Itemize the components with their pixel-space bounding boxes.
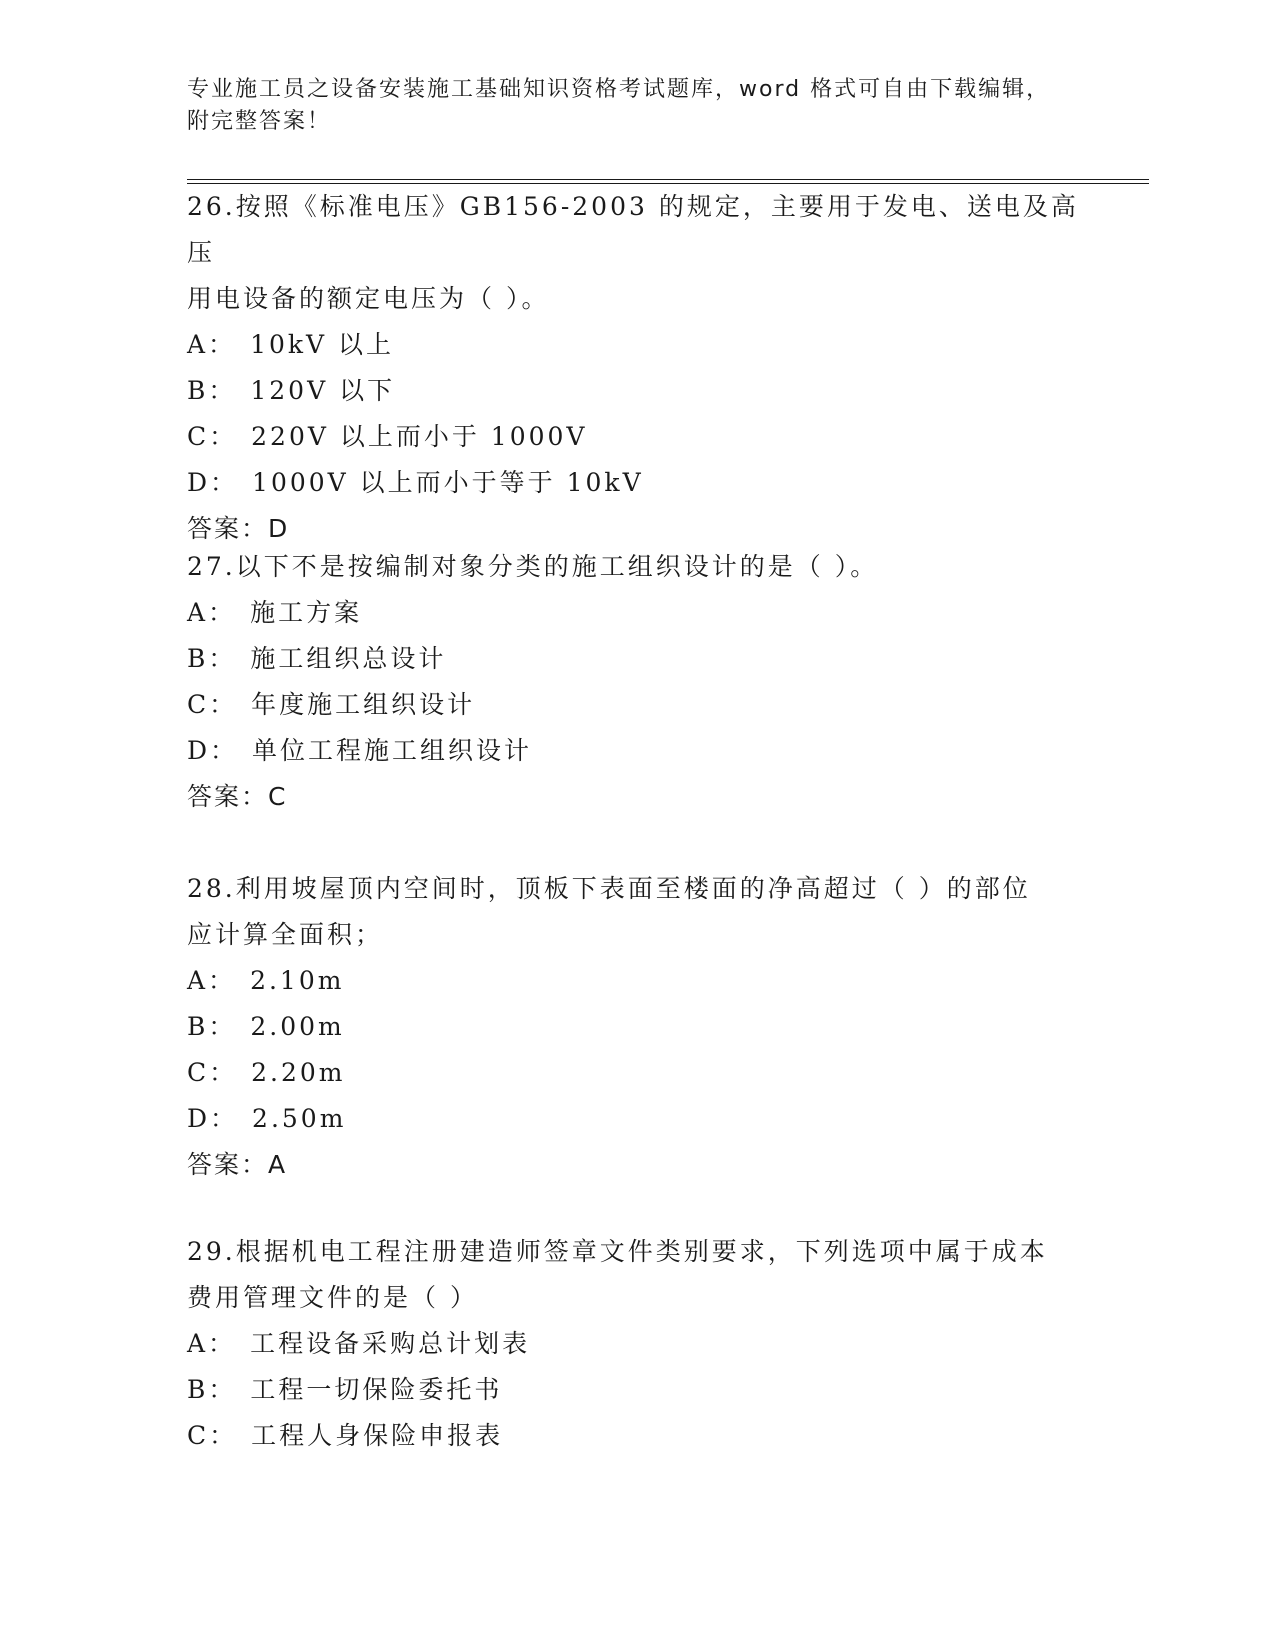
option-letter: B： (187, 1012, 237, 1041)
option-d (187, 728, 1087, 774)
option-text: 施工组织总设计 (250, 644, 447, 673)
option-letter: D： (187, 736, 239, 765)
option-letter: C： (187, 1058, 238, 1087)
option-letter: A： (187, 1329, 237, 1358)
question-stem-line: 用电设备的额定电压为（ ）。 (187, 284, 550, 313)
option-text: 120V 以下 (250, 376, 396, 405)
option-c (187, 682, 1087, 728)
answer: 答案：D (187, 514, 290, 543)
option-a (187, 590, 1087, 636)
option-letter: B： (187, 376, 237, 405)
option-c (187, 1050, 1087, 1096)
question-stem (187, 1229, 1087, 1321)
option-letter: A： (187, 598, 237, 627)
option-text: 工程一切保险委托书 (250, 1375, 503, 1404)
option-text: 工程设备采购总计划表 (250, 1329, 531, 1358)
question-stem (187, 184, 1087, 322)
question-26 (187, 190, 1087, 552)
option-a (187, 1321, 1087, 1367)
question-stem (187, 866, 1087, 958)
option-b (187, 1004, 1087, 1050)
document-header (187, 74, 1087, 138)
option-text: 1000V 以上而小于等于 10kV (252, 468, 644, 497)
option-text: 2.50m (252, 1104, 347, 1133)
question-stem-line: 费用管理文件的是（ ） (187, 1283, 478, 1312)
header-line-2: 附完整答案！ (187, 109, 332, 134)
option-a (187, 958, 1087, 1004)
option-a (187, 322, 1087, 368)
question-stem-line: 27.以下不是按编制对象分类的施工组织设计的是（ ）。 (187, 552, 879, 581)
option-text: 单位工程施工组织设计 (252, 736, 533, 765)
option-text: 2.10m (250, 966, 345, 995)
option-text: 工程人身保险申报表 (251, 1421, 504, 1450)
option-c (187, 1413, 1087, 1459)
question-stem-line: 28.利用坡屋顶内空间时，顶板下表面至楼面的净高超过（ ）的部位 (187, 874, 1031, 903)
header-divider-top (187, 179, 1149, 180)
option-letter: A： (187, 330, 237, 359)
option-text: 2.00m (250, 1012, 345, 1041)
option-letter: C： (187, 1421, 238, 1450)
option-d (187, 460, 1087, 506)
question-stem-line: 26.按照《标准电压》GB156-2003 的规定，主要用于发电、送电及高压 (187, 192, 1079, 267)
answer: 答案：C (187, 782, 288, 811)
question-29 (187, 1235, 1087, 1459)
option-letter: D： (187, 1104, 239, 1133)
option-text: 2.20m (251, 1058, 346, 1087)
option-text: 施工方案 (250, 598, 363, 627)
question-stem-line: 应计算全面积； (187, 920, 384, 949)
question-27 (187, 550, 1087, 820)
option-letter: B： (187, 1375, 237, 1404)
option-letter: A： (187, 966, 237, 995)
option-b (187, 368, 1087, 414)
option-letter: D： (187, 468, 239, 497)
option-text: 年度施工组织设计 (251, 690, 476, 719)
option-letter: B： (187, 644, 237, 673)
header-line-1: 专业施工员之设备安装施工基础知识资格考试题库，word 格式可自由下载编辑， (187, 77, 1051, 102)
option-letter: C： (187, 422, 238, 451)
question-stem (187, 544, 1087, 590)
option-c (187, 414, 1087, 460)
answer: 答案：A (187, 1150, 288, 1179)
option-d (187, 1096, 1087, 1142)
question-stem-line: 29.根据机电工程注册建造师签章文件类别要求，下列选项中属于成本 (187, 1237, 1048, 1266)
option-text: 10kV 以上 (250, 330, 395, 359)
option-b (187, 1367, 1087, 1413)
option-letter: C： (187, 690, 238, 719)
option-text: 220V 以上而小于 1000V (251, 422, 588, 451)
option-b (187, 636, 1087, 682)
question-28 (187, 872, 1087, 1188)
